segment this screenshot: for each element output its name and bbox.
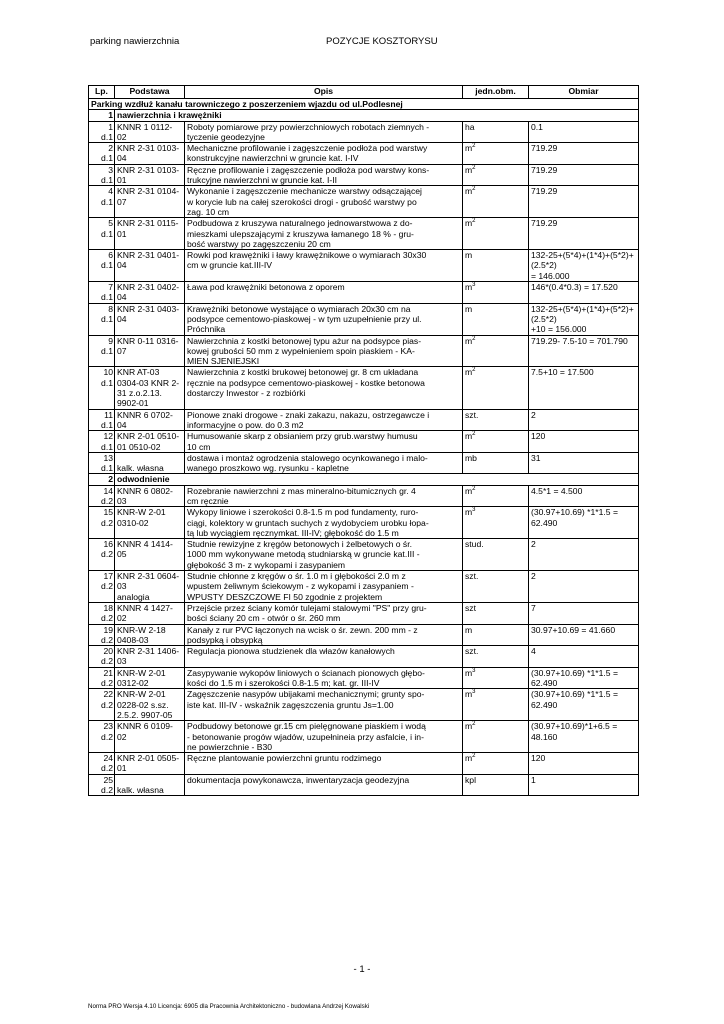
document-header-title: POZYCJE KOSZTORYSU bbox=[326, 36, 438, 47]
cell-podstawa: KNR-W 2-01 0312-02 bbox=[115, 667, 185, 689]
cell-jedn: $m^3$ bbox=[463, 667, 529, 689]
cell-obmiar: 2 bbox=[529, 571, 639, 603]
table-row bbox=[89, 753, 639, 775]
section-number: 1 bbox=[89, 110, 115, 121]
cell-obmiar: 7 bbox=[529, 602, 639, 624]
cell-jedn: szt bbox=[463, 602, 529, 624]
table-row bbox=[89, 689, 639, 721]
cell-podstawa: KNNR 1 0112- 02 bbox=[115, 121, 185, 143]
cell-lp: 6 d.1 bbox=[89, 250, 115, 282]
cell-podstawa: KNR 2-01 0505- 01 bbox=[115, 753, 185, 775]
cell-jedn: m bbox=[463, 624, 529, 646]
cell-opis: Nawierzchnia z kostki betonowej typu ażur na podsypce pias- kowej grubości 50 mm z wypełnieniem spoin piaskiem - KA- MIEN SJENIEJSKI bbox=[185, 335, 463, 367]
table-row bbox=[89, 507, 639, 539]
cell-lp: 1 d.1 bbox=[89, 121, 115, 143]
cell-podstawa: kalk. własna bbox=[115, 774, 185, 796]
table-row bbox=[89, 624, 639, 646]
cell-jedn: kpl bbox=[463, 774, 529, 796]
table-row bbox=[89, 218, 639, 250]
cell-opis: Pionowe znaki drogowe - znaki zakazu, nakazu, ostrzegawcze i informacyjne o pow. do 0.3 m2 bbox=[185, 409, 463, 431]
cell-podstawa: KNR 2-31 0401- 04 bbox=[115, 250, 185, 282]
cell-opis: Kanały z rur PVC łączonych na wcisk o śr. zewn. 200 mm - z podsypką i obsypką bbox=[185, 624, 463, 646]
cell-jedn: $m^2$ bbox=[463, 186, 529, 218]
cell-jedn: $m^2$ bbox=[463, 218, 529, 250]
cell-obmiar: 31 bbox=[529, 452, 639, 474]
cell-jedn: mb bbox=[463, 452, 529, 474]
cell-podstawa: KNR 2-31 0104- 07 bbox=[115, 186, 185, 218]
cell-obmiar: 719.29- 7.5-10 = 701.790 bbox=[529, 335, 639, 367]
cell-jedn: stud. bbox=[463, 539, 529, 571]
cell-podstawa: KNR 2-31 0115- 01 bbox=[115, 218, 185, 250]
table-row bbox=[89, 186, 639, 218]
table-row bbox=[89, 121, 639, 143]
cell-obmiar: 7.5+10 = 17.500 bbox=[529, 367, 639, 409]
cell-podstawa: KNNR 6 0109- 02 bbox=[115, 721, 185, 753]
cell-lp: 12 d.1 bbox=[89, 431, 115, 453]
cell-obmiar: 719.29 bbox=[529, 186, 639, 218]
cell-lp: 7 d.1 bbox=[89, 282, 115, 304]
cell-obmiar: (30.97+10.69) *1*1.5 = 62.490 bbox=[529, 667, 639, 689]
cell-podstawa: KNR-W 2-01 0310-02 bbox=[115, 507, 185, 539]
column-header-obmiar: Obmiar bbox=[529, 86, 639, 99]
cell-lp: 24 d.2 bbox=[89, 753, 115, 775]
cell-podstawa: KNR AT-03 0304-03 KNR 2- 31 z.o.2.13. 9902-01 bbox=[115, 367, 185, 409]
cell-lp: 10 d.1 bbox=[89, 367, 115, 409]
cell-opis: Wykopy liniowe i szerokości 0.8-1.5 m pod fundamenty, ruro- ciągi, kolektory w gruntach suchych z wydobyciem urobku łopa- tą lub wyciągiem ręcznymkat. III-IV; głębokość do 1.5 m bbox=[185, 507, 463, 539]
table-row bbox=[89, 485, 639, 507]
cell-lp: 11 d.1 bbox=[89, 409, 115, 431]
cell-obmiar: 132-25+(5*4)+(1*4)+(5*2)+(2.5*2) = 146.000 bbox=[529, 250, 639, 282]
table-row bbox=[89, 602, 639, 624]
cell-jedn: szt. bbox=[463, 409, 529, 431]
cell-opis: dostawa i montaż ogrodzenia stalowego ocynkowanego i malo- wanego proszkowo wg. rysunku - kapletne bbox=[185, 452, 463, 474]
project-title-row bbox=[89, 99, 639, 110]
cell-opis: Ręczne plantowanie powierzchni gruntu rodzimego bbox=[185, 753, 463, 775]
cell-jedn: $m^2$ bbox=[463, 753, 529, 775]
cell-lp: 9 d.1 bbox=[89, 335, 115, 367]
project-title: Parking wzdłuż kanału tarowniczego z poszerzeniem wjazdu od ul.Podlesnej bbox=[89, 99, 639, 110]
cell-podstawa: KNR 2-31 0103- 04 bbox=[115, 143, 185, 165]
cell-podstawa: KNR 0-11 0316- 07 bbox=[115, 335, 185, 367]
cell-opis: Mechaniczne profilowanie i zagęszczenie podłoża pod warstwy konstrukcyjne nawierzchni w gruncie kat. I-IV bbox=[185, 143, 463, 165]
section-row bbox=[89, 110, 639, 121]
cell-jedn: $m^3$ bbox=[463, 282, 529, 304]
cell-lp: 3 d.1 bbox=[89, 164, 115, 186]
cell-lp: 13 d.1 bbox=[89, 452, 115, 474]
cell-jedn: $m^3$ bbox=[463, 507, 529, 539]
table-row bbox=[89, 367, 639, 409]
cell-podstawa: KNR-W 2-18 0408-03 bbox=[115, 624, 185, 646]
cost-estimate-table bbox=[88, 85, 639, 796]
cell-lp: 17 d.2 bbox=[89, 571, 115, 603]
cell-opis: Roboty pomiarowe przy powierzchniowych robotach ziemnych - tyczenie geodezyjne bbox=[185, 121, 463, 143]
cell-podstawa: KNR 2-01 0510- 01 0510-02 bbox=[115, 431, 185, 453]
cell-opis: Wykonanie i zagęszczenie mechanicze warstwy odsączającej w korycie lub na całej szerokości drogi - grubość warstwy po zag. 10 cm bbox=[185, 186, 463, 218]
table-header-row bbox=[89, 86, 639, 99]
document-header-left: parking nawierzchnia bbox=[90, 36, 180, 47]
cell-jedn: $m^2$ bbox=[463, 164, 529, 186]
page-number: - 1 - bbox=[353, 964, 371, 975]
table-row bbox=[89, 646, 639, 668]
cell-obmiar: 2 bbox=[529, 409, 639, 431]
cell-lp: 5 d.1 bbox=[89, 218, 115, 250]
cell-lp: 2 d.1 bbox=[89, 143, 115, 165]
table-row bbox=[89, 721, 639, 753]
cell-lp: 15 d.2 bbox=[89, 507, 115, 539]
section-row bbox=[89, 474, 639, 485]
table-row bbox=[89, 571, 639, 603]
cell-jedn: $m^2$ bbox=[463, 367, 529, 409]
cell-lp: 23 d.2 bbox=[89, 721, 115, 753]
cell-opis: Ręczne profilowanie i zagęszczenie podłoża pod warstwy kons- trukcyjne nawierzchni w gruncie kat. I-II bbox=[185, 164, 463, 186]
cell-obmiar: 132-25+(5*4)+(1*4)+(5*2)+(2.5*2) +10 = 156.000 bbox=[529, 303, 639, 335]
cell-lp: 18 d.2 bbox=[89, 602, 115, 624]
cell-obmiar: 0.1 bbox=[529, 121, 639, 143]
table-row bbox=[89, 282, 639, 304]
cell-podstawa: KNNR 4 1427- 02 bbox=[115, 602, 185, 624]
table-row bbox=[89, 774, 639, 796]
cell-lp: 14 d.2 bbox=[89, 485, 115, 507]
cell-opis: Studnie rewizyjne z kręgów betonowych i żelbetowych o śr. 1000 mm wykonywane metodą studniarską w gruncie kat.III - głębokość 3 m- z wykopami i zasypaniem bbox=[185, 539, 463, 571]
cell-opis: Krawężniki betonowe wystające o wymiarach 20x30 cm na podsypce cementowo-piaskowej - w tym uzupełnienie przy ul. Próchnika bbox=[185, 303, 463, 335]
table-row bbox=[89, 409, 639, 431]
section-title: odwodnienie bbox=[115, 474, 639, 485]
table-row bbox=[89, 539, 639, 571]
cell-opis: Przejście przez ściany komór tulejami stalowymi "PS" przy gru- bości ściany 20 cm - otwór o śr. 260 mm bbox=[185, 602, 463, 624]
cell-podstawa: KNR 2-31 0403- 04 bbox=[115, 303, 185, 335]
cell-opis: Zasypywanie wykopów liniowych o ścianach pionowych głębo- kości do 1.5 m i szerokości 0.8-1.5 m; kat. gr. III-IV bbox=[185, 667, 463, 689]
cell-lp: 19 d.2 bbox=[89, 624, 115, 646]
cell-jedn: $m^2$ bbox=[463, 721, 529, 753]
cell-opis: Rowki pod krawężniki i ławy krawężnikowe o wymiarach 30x30 cm w gruncie kat.III-IV bbox=[185, 250, 463, 282]
cell-obmiar: (30.97+10.69) *1*1.5 = 62.490 bbox=[529, 507, 639, 539]
cell-podstawa: kalk. własna bbox=[115, 452, 185, 474]
cell-obmiar: 4.5*1 = 4.500 bbox=[529, 485, 639, 507]
cell-obmiar: 719.29 bbox=[529, 164, 639, 186]
cell-obmiar: (30.97+10.69) *1*1.5 = 62.490 bbox=[529, 689, 639, 721]
cell-opis: Zagęszczenie nasypów ubijakami mechanicznymi; grunty spo- iste kat. III-IV - wskaźnik zagęszczenia gruntu Js=1.00 bbox=[185, 689, 463, 721]
table-row bbox=[89, 431, 639, 453]
cell-obmiar: 120 bbox=[529, 431, 639, 453]
table-row bbox=[89, 452, 639, 474]
cell-podstawa: KNNR 6 0702- 04 bbox=[115, 409, 185, 431]
cell-opis: Regulacja pionowa studzienek dla włazów kanałowych bbox=[185, 646, 463, 668]
cell-jedn: $m^2$ bbox=[463, 143, 529, 165]
cell-lp: 21 d.2 bbox=[89, 667, 115, 689]
cell-obmiar: 1 bbox=[529, 774, 639, 796]
cell-jedn: $m^2$ bbox=[463, 335, 529, 367]
table-row bbox=[89, 143, 639, 165]
cell-podstawa: KNR-W 2-01 0228-02 s.sz. 2.5.2. 9907-05 bbox=[115, 689, 185, 721]
cell-obmiar: 719.29 bbox=[529, 143, 639, 165]
cell-opis: Nawierzchnia z kostki brukowej betonowej gr. 8 cm układana ręcznie na podsypce cementowo-piaskowej - kostke betonowa dostarczy Inwestor - z rozbiórki bbox=[185, 367, 463, 409]
cell-lp: 25 d.2 bbox=[89, 774, 115, 796]
cell-obmiar: 4 bbox=[529, 646, 639, 668]
column-header-lp: Lp. bbox=[89, 86, 115, 99]
cell-obmiar: 146*(0.4*0.3) = 17.520 bbox=[529, 282, 639, 304]
section-title: nawierzchnia i krawężniki bbox=[115, 110, 639, 121]
cell-podstawa: KNNR 4 1414- 05 bbox=[115, 539, 185, 571]
cell-jedn: ha bbox=[463, 121, 529, 143]
column-header-jedn: jedn.obm. bbox=[463, 86, 529, 99]
column-header-opis: Opis bbox=[185, 86, 463, 99]
cell-obmiar: 2 bbox=[529, 539, 639, 571]
cell-podstawa: KNR 2-31 1406- 03 bbox=[115, 646, 185, 668]
cell-obmiar: 30.97+10.69 = 41.660 bbox=[529, 624, 639, 646]
cell-jedn: $m^3$ bbox=[463, 689, 529, 721]
table-row bbox=[89, 303, 639, 335]
cell-opis: Podbudowy betonowe gr.15 cm pielęgnowane piaskiem i wodą - betonowanie progów wjadów, uzupełnineia przy asfalcie, i in- ne powierzchnie - B30 bbox=[185, 721, 463, 753]
cell-opis: dokumentacja powykonawcza, inwentaryzacja geodezyjna bbox=[185, 774, 463, 796]
table-row bbox=[89, 250, 639, 282]
cell-jedn: m bbox=[463, 303, 529, 335]
footer-license: Norma PRO Wersja 4.10 Licencja: 6905 dla Pracownia Architektoniczno - budowlana Andrzej Kowalski bbox=[88, 1003, 370, 1010]
cell-lp: 20 d.2 bbox=[89, 646, 115, 668]
cell-jedn: $m^2$ bbox=[463, 431, 529, 453]
cell-podstawa: KNR 2-31 0103- 01 bbox=[115, 164, 185, 186]
cell-jedn: m bbox=[463, 250, 529, 282]
section-number: 2 bbox=[89, 474, 115, 485]
cell-jedn: szt. bbox=[463, 571, 529, 603]
cell-opis: Humusowanie skarp z obsianiem przy grub.warstwy humusu 10 cm bbox=[185, 431, 463, 453]
cell-obmiar: 719.29 bbox=[529, 218, 639, 250]
cell-lp: 8 d.1 bbox=[89, 303, 115, 335]
cell-opis: Podbudowa z kruszywa naturalnego jednowarstwowa z do- mieszkami ulepszającymi z kruszywa łamanego 18 % - gru- bość warstwy po zagęszczeniu 20 cm bbox=[185, 218, 463, 250]
cell-podstawa: KNR 2-31 0604- 03 analogia bbox=[115, 571, 185, 603]
table-row bbox=[89, 667, 639, 689]
cell-obmiar: 120 bbox=[529, 753, 639, 775]
table-row bbox=[89, 164, 639, 186]
cell-lp: 4 d.1 bbox=[89, 186, 115, 218]
cell-obmiar: (30.97+10.69)*1+6.5 = 48.160 bbox=[529, 721, 639, 753]
cell-lp: 16 d.2 bbox=[89, 539, 115, 571]
cell-opis: Rozebranie nawierzchni z mas mineralno-bitumicznych gr. 4 cm ręcznie bbox=[185, 485, 463, 507]
cell-jedn: $m^2$ bbox=[463, 485, 529, 507]
cell-opis: Studnie chłonne z kręgów o śr. 1.0 m i głębokości 2.0 m z wpustem żeliwnym ściekowym - z wykopami i zasypaniem - WPUSTY DESZCZOWE FI 50 zgodnie z projektem bbox=[185, 571, 463, 603]
cell-lp: 22 d.2 bbox=[89, 689, 115, 721]
column-header-podstawa: Podstawa bbox=[115, 86, 185, 99]
cell-jedn: szt. bbox=[463, 646, 529, 668]
table-row bbox=[89, 335, 639, 367]
cell-opis: Ława pod krawężniki betonowa z oporem bbox=[185, 282, 463, 304]
cell-podstawa: KNR 2-31 0402- 04 bbox=[115, 282, 185, 304]
cell-podstawa: KNNR 6 0802- 03 bbox=[115, 485, 185, 507]
